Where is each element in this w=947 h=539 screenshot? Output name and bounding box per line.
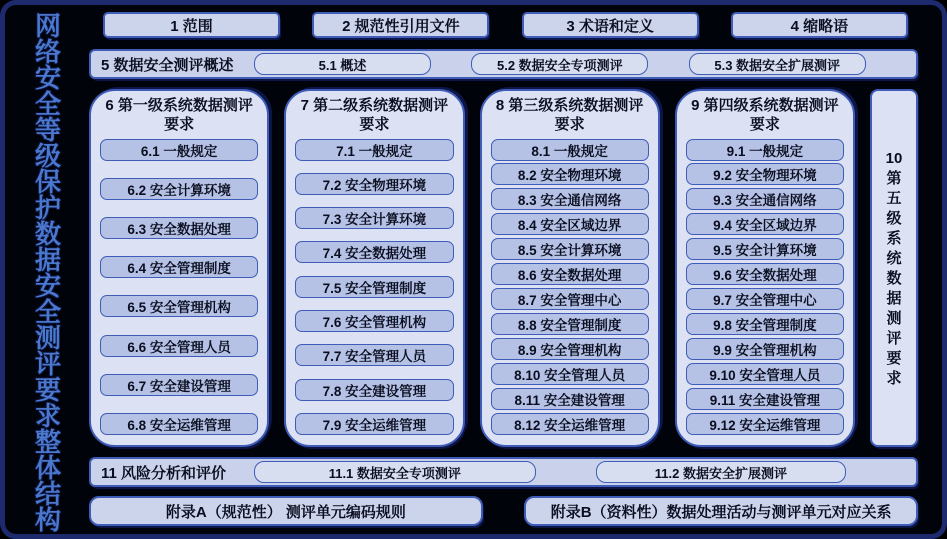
level-column-8 xyxy=(480,89,660,447)
item-box: 8.6 安全数据处理 xyxy=(491,263,649,285)
item-box: 9.2 安全物理环境 xyxy=(686,163,844,185)
item-box: 9.6 安全数据处理 xyxy=(686,263,844,285)
item-box: 6.1 一般规定 xyxy=(100,139,258,161)
column-title: 7 第二级系统数据测评要求 xyxy=(300,97,449,133)
vertical-char: 级 xyxy=(886,209,902,227)
item-box: 9.9 安全管理机构 xyxy=(686,338,844,360)
item-box: 8.11 安全建设管理 xyxy=(491,388,649,410)
vertical-char: 保 xyxy=(34,167,61,197)
item-box: 7.1 一般规定 xyxy=(295,139,453,161)
vertical-char: 安 xyxy=(34,63,61,93)
column-title: 9 第四级系统数据测评要求 xyxy=(691,97,839,133)
vertical-char: 求 xyxy=(34,401,61,431)
vertical-char: 测 xyxy=(886,309,902,327)
vertical-char: 测 xyxy=(34,323,61,353)
appendix-row xyxy=(89,496,918,526)
vertical-char: 数 xyxy=(886,269,902,287)
vertical-char: 评 xyxy=(886,329,902,347)
vertical-char: 要 xyxy=(34,375,61,405)
appendix-a-box: 附录A（规范性） 测评单元编码规则 xyxy=(89,496,483,526)
vertical-char: 网 xyxy=(34,11,61,41)
vertical-char: 等 xyxy=(34,115,61,145)
item-box: 8.2 安全物理环境 xyxy=(491,163,649,185)
item-box: 7.6 安全管理机构 xyxy=(295,310,453,332)
box-overview-5-1: 5.1 概述 xyxy=(254,53,431,75)
box-abbreviations: 4 缩略语 xyxy=(731,12,908,38)
level-columns xyxy=(89,89,855,447)
item-box: 8.5 安全计算环境 xyxy=(491,238,649,260)
box-risk-11-2: 11.2 数据安全扩展测评 xyxy=(596,461,846,483)
item-box: 9.12 安全运维管理 xyxy=(686,413,844,435)
overview-label: 5 数据安全测评概述 xyxy=(101,56,234,74)
overview-band xyxy=(89,49,918,79)
risk-band xyxy=(89,457,918,487)
item-box: 9.11 安全建设管理 xyxy=(686,388,844,410)
vertical-char: 系 xyxy=(886,229,902,247)
top-row xyxy=(89,11,918,39)
item-box: 6.5 安全管理机构 xyxy=(100,295,258,317)
column-items xyxy=(295,139,453,436)
item-box: 8.10 安全管理人员 xyxy=(491,363,649,385)
item-box: 6.7 安全建设管理 xyxy=(100,374,258,396)
vertical-char: 构 xyxy=(34,505,61,535)
level5-column xyxy=(870,89,918,447)
vertical-char: 据 xyxy=(886,289,902,307)
box-overview-5-3: 5.3 数据安全扩展测评 xyxy=(689,53,866,75)
item-box: 9.3 安全通信网络 xyxy=(686,188,844,210)
item-box: 9.5 安全计算环境 xyxy=(686,238,844,260)
vertical-char: 五 xyxy=(886,189,902,207)
vertical-char: 全 xyxy=(34,297,61,327)
item-box: 8.1 一般规定 xyxy=(491,139,649,161)
vertical-char: 10 xyxy=(885,149,903,167)
column-title: 6 第一级系统数据测评要求 xyxy=(105,97,253,133)
level-column-7 xyxy=(284,89,464,447)
vertical-char: 安 xyxy=(34,271,61,301)
column-items xyxy=(686,139,844,436)
item-box: 8.4 安全区域边界 xyxy=(491,213,649,235)
column-items xyxy=(100,139,258,436)
vertical-char: 第 xyxy=(886,169,902,187)
level-column-9 xyxy=(675,89,855,447)
vertical-char: 全 xyxy=(34,89,61,119)
column-items xyxy=(491,139,649,436)
level-columns-row xyxy=(89,89,918,447)
box-overview-5-2: 5.2 数据安全专项测评 xyxy=(471,53,648,75)
item-box: 8.12 安全运维管理 xyxy=(491,413,649,435)
column-title: 8 第三级系统数据测评要求 xyxy=(495,97,644,133)
item-box: 7.2 安全物理环境 xyxy=(295,173,453,195)
item-box: 7.8 安全建设管理 xyxy=(295,379,453,401)
vertical-char: 要 xyxy=(886,349,902,367)
item-box: 6.8 安全运维管理 xyxy=(100,413,258,435)
item-box: 7.9 安全运维管理 xyxy=(295,413,453,435)
vertical-char: 络 xyxy=(34,37,61,67)
item-box: 9.1 一般规定 xyxy=(686,139,844,161)
item-box: 6.3 安全数据处理 xyxy=(100,217,258,239)
item-box: 8.9 安全管理机构 xyxy=(491,338,649,360)
item-box: 6.4 安全管理制度 xyxy=(100,256,258,278)
item-box: 7.7 安全管理人员 xyxy=(295,344,453,366)
item-box: 8.8 安全管理制度 xyxy=(491,313,649,335)
item-box: 9.4 安全区域边界 xyxy=(686,213,844,235)
item-box: 7.4 安全数据处理 xyxy=(295,241,453,263)
level-column-6 xyxy=(89,89,269,447)
vertical-char: 评 xyxy=(34,349,61,379)
box-normative-references: 2 规范性引用文件 xyxy=(312,12,489,38)
appendix-b-box: 附录B（资料性）数据处理活动与测评单元对应关系 xyxy=(524,496,918,526)
item-box: 8.7 安全管理中心 xyxy=(491,288,649,310)
item-box: 7.3 安全计算环境 xyxy=(295,207,453,229)
item-box: 9.10 安全管理人员 xyxy=(686,363,844,385)
page-title xyxy=(19,11,77,535)
box-terms-definitions: 3 术语和定义 xyxy=(522,12,699,38)
vertical-char: 求 xyxy=(886,369,902,387)
vertical-char: 数 xyxy=(34,219,61,249)
item-box: 9.8 安全管理制度 xyxy=(686,313,844,335)
box-scope: 1 范围 xyxy=(103,12,280,38)
vertical-char: 据 xyxy=(34,245,61,275)
vertical-char: 结 xyxy=(34,479,61,509)
vertical-char: 统 xyxy=(886,249,902,267)
item-box: 8.3 安全通信网络 xyxy=(491,188,649,210)
item-box: 6.6 安全管理人员 xyxy=(100,335,258,357)
diagram-main xyxy=(89,11,918,526)
vertical-char: 级 xyxy=(34,141,61,171)
risk-label: 11 风险分析和评价 xyxy=(101,464,227,482)
vertical-char: 体 xyxy=(34,453,61,483)
item-box: 9.7 安全管理中心 xyxy=(686,288,844,310)
item-box: 6.2 安全计算环境 xyxy=(100,178,258,200)
item-box: 7.5 安全管理制度 xyxy=(295,276,453,298)
vertical-char: 整 xyxy=(34,427,61,457)
vertical-char: 护 xyxy=(34,193,61,223)
box-risk-11-1: 11.1 数据安全专项测评 xyxy=(254,461,536,483)
